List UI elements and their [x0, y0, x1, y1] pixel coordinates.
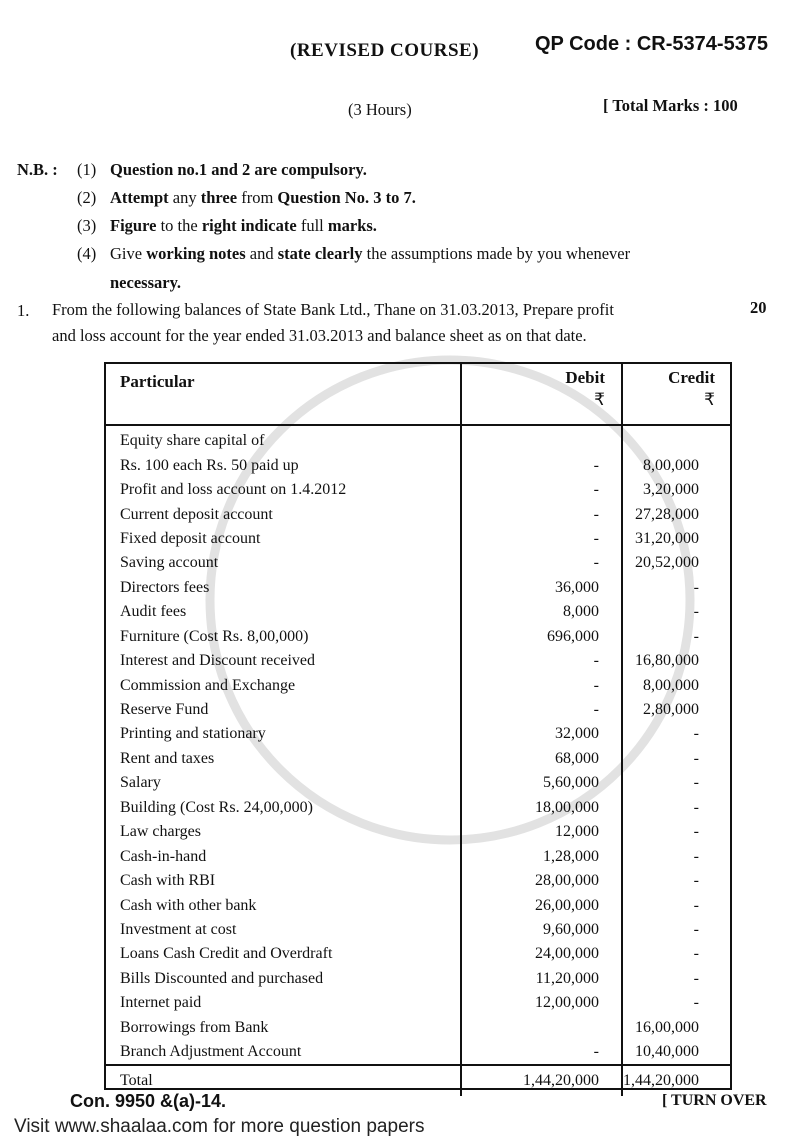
particular-cell: Internet paid: [105, 991, 461, 1015]
table-row: [105, 453, 731, 477]
credit-cell: -: [693, 823, 699, 841]
table-row: [105, 869, 731, 893]
credit-cell: -: [693, 798, 699, 816]
question-text-line1: From the following balances of State Bank Ltd., Thane on 31.03.2013, Prepare profit: [52, 300, 614, 319]
particular-cell: Audit fees: [105, 600, 461, 624]
particular-cell: Loans Cash Credit and Overdraft: [105, 942, 461, 966]
table-row: [105, 991, 731, 1015]
debit-cell: 696,000: [461, 625, 622, 649]
particular-cell: Building (Cost Rs. 24,00,000): [105, 796, 461, 820]
table-row: [105, 527, 731, 551]
credit-label: Credit: [668, 368, 715, 387]
credit-cell: -: [693, 945, 699, 963]
credit-cell: -: [693, 896, 699, 914]
total-debit: 1,44,20,000: [461, 1065, 622, 1096]
note-item: [77, 188, 416, 208]
credit-cell: -: [693, 749, 699, 767]
debit-cell: -: [461, 453, 622, 477]
particular-cell: Saving account: [105, 551, 461, 575]
table-row: [105, 796, 731, 820]
table-row: [105, 967, 731, 991]
debit-cell: 26,00,000: [461, 893, 622, 917]
debit-cell: -: [461, 649, 622, 673]
particular-cell: Rs. 100 each Rs. 50 paid up: [105, 453, 461, 477]
note-text: Question no.1 and 2 are compulsory.: [110, 160, 367, 179]
table-row: [105, 673, 731, 697]
total-label: Total: [105, 1065, 461, 1096]
debit-cell: -: [461, 673, 622, 697]
credit-cell: -: [693, 578, 699, 596]
particular-cell: Directors fees: [105, 576, 461, 600]
debit-cell: 68,000: [461, 747, 622, 771]
table-row: [105, 820, 731, 844]
particular-cell: Salary: [105, 771, 461, 795]
note-text: Figure: [110, 216, 157, 235]
con-code: Con. 9950 &(a)-14.: [70, 1091, 227, 1111]
nb-label: N.B. :: [17, 160, 58, 179]
rupee-icon: ₹: [704, 390, 715, 409]
credit-cell: 8,00,000: [643, 676, 699, 694]
debit-cell: [461, 1016, 622, 1040]
table-row: [105, 942, 731, 966]
table-row: [105, 425, 731, 453]
debit-label: Debit: [565, 368, 605, 387]
debit-cell: 36,000: [461, 576, 622, 600]
note-text: working notes: [146, 244, 246, 263]
debit-cell: -: [461, 551, 622, 575]
table-row: [105, 844, 731, 868]
question-marks: 20: [750, 298, 767, 317]
table-row: [105, 576, 731, 600]
table-row: [105, 1016, 731, 1040]
debit-cell: 18,00,000: [461, 796, 622, 820]
header-credit: [622, 362, 731, 425]
credit-cell: -: [693, 847, 699, 865]
note-text: full: [296, 216, 328, 235]
debit-cell: [461, 425, 622, 453]
debit-cell: 9,60,000: [461, 918, 622, 942]
credit-cell: -: [693, 774, 699, 792]
table-row: [105, 893, 731, 917]
debit-cell: -: [461, 478, 622, 502]
credit-cell: -: [693, 994, 699, 1012]
particular-cell: Furniture (Cost Rs. 8,00,000): [105, 625, 461, 649]
table-row: [105, 771, 731, 795]
particular-cell: Cash-in-hand: [105, 844, 461, 868]
credit-cell: -: [693, 872, 699, 890]
note-text: Question No. 3 to 7.: [277, 188, 416, 207]
credit-cell: -: [693, 603, 699, 621]
credit-cell: 27,28,000: [635, 505, 699, 523]
note-number: (4): [77, 244, 97, 263]
note-text: Attempt: [110, 188, 169, 207]
debit-cell: 12,00,000: [461, 991, 622, 1015]
balances-table: [105, 362, 731, 1096]
note-text: Give: [110, 244, 147, 263]
note-number: (2): [77, 188, 97, 207]
credit-cell: 2,80,000: [643, 701, 699, 719]
particular-cell: Interest and Discount received: [105, 649, 461, 673]
question-number: 1.: [17, 301, 30, 320]
table-row: [105, 747, 731, 771]
debit-cell: 24,00,000: [461, 942, 622, 966]
note-text: the assumptions made by you whenever: [362, 244, 631, 263]
note-item: [77, 160, 367, 180]
credit-cell: 8,00,000: [643, 456, 699, 474]
particular-cell: Branch Adjustment Account: [105, 1040, 461, 1065]
total-credit: 1,44,20,000: [622, 1065, 731, 1096]
debit-cell: 28,00,000: [461, 869, 622, 893]
particular-cell: Bills Discounted and purchased: [105, 967, 461, 991]
debit-cell: 32,000: [461, 722, 622, 746]
credit-cell: 31,20,000: [635, 529, 699, 547]
table-header-row: [105, 362, 731, 425]
note-number: (1): [77, 160, 97, 179]
note-text: right indicate: [201, 216, 297, 235]
table-row: [105, 918, 731, 942]
debit-cell: -: [461, 698, 622, 722]
table-row: [105, 551, 731, 575]
table-row: [105, 649, 731, 673]
debit-cell: -: [461, 1040, 622, 1065]
credit-cell: -: [693, 920, 699, 938]
debit-cell: -: [461, 527, 622, 551]
turn-over: [ TURN OVER: [662, 1092, 767, 1109]
total-marks: [ Total Marks : 100: [603, 96, 738, 115]
credit-cell: -: [693, 627, 699, 645]
duration: (3 Hours): [348, 100, 412, 119]
particular-cell: Fixed deposit account: [105, 527, 461, 551]
credit-cell: 10,40,000: [635, 1043, 699, 1061]
rupee-icon: ₹: [594, 390, 605, 409]
table-row: [105, 625, 731, 649]
note-number: (3): [77, 216, 97, 235]
note-text: and: [245, 244, 278, 263]
particular-cell: Current deposit account: [105, 502, 461, 526]
particular-cell: Commission and Exchange: [105, 673, 461, 697]
note-text: state clearly: [277, 244, 363, 263]
credit-cell: 3,20,000: [643, 481, 699, 499]
particular-cell: Equity share capital of: [105, 425, 461, 453]
particular-cell: Law charges: [105, 820, 461, 844]
question-text-line2: and loss account for the year ended 31.03.2013 and balance sheet as on that date.: [52, 326, 587, 345]
note-text: to the: [156, 216, 202, 235]
table-row: [105, 600, 731, 624]
particular-cell: Cash with other bank: [105, 893, 461, 917]
debit-cell: -: [461, 502, 622, 526]
visit-link[interactable]: Visit www.shaalaa.com for more question papers: [14, 1116, 425, 1137]
credit-cell: -: [693, 725, 699, 743]
note-text: necessary.: [110, 273, 182, 292]
qp-code: QP Code : CR-5374-5375: [535, 33, 769, 55]
credit-cell: 16,00,000: [635, 1018, 699, 1036]
debit-cell: 5,60,000: [461, 771, 622, 795]
credit-cell: 16,80,000: [635, 652, 699, 670]
credit-cell: 20,52,000: [635, 554, 699, 572]
particular-cell: Cash with RBI: [105, 869, 461, 893]
debit-cell: 1,28,000: [461, 844, 622, 868]
credit-cell: [622, 425, 731, 453]
note-text: marks.: [327, 216, 377, 235]
note-item: [77, 244, 630, 264]
table-row: [105, 722, 731, 746]
table-row: [105, 502, 731, 526]
particular-cell: Profit and loss account on 1.4.2012: [105, 478, 461, 502]
debit-cell: 12,000: [461, 820, 622, 844]
header-particular: Particular: [105, 362, 461, 425]
table-row: [105, 478, 731, 502]
particular-cell: Reserve Fund: [105, 698, 461, 722]
credit-cell: -: [693, 969, 699, 987]
note-text: any: [168, 188, 201, 207]
note-item: [77, 273, 181, 293]
header-debit: [461, 362, 622, 425]
particular-cell: Investment at cost: [105, 918, 461, 942]
course-title: (REVISED COURSE): [290, 40, 480, 61]
particular-cell: Rent and taxes: [105, 747, 461, 771]
debit-cell: 8,000: [461, 600, 622, 624]
particular-cell: Borrowings from Bank: [105, 1016, 461, 1040]
table-row: [105, 698, 731, 722]
note-text: three: [200, 188, 238, 207]
table-row: [105, 1040, 731, 1065]
debit-cell: 11,20,000: [461, 967, 622, 991]
note-item: [77, 216, 377, 236]
particular-cell: Printing and stationary: [105, 722, 461, 746]
note-text: from: [237, 188, 278, 207]
